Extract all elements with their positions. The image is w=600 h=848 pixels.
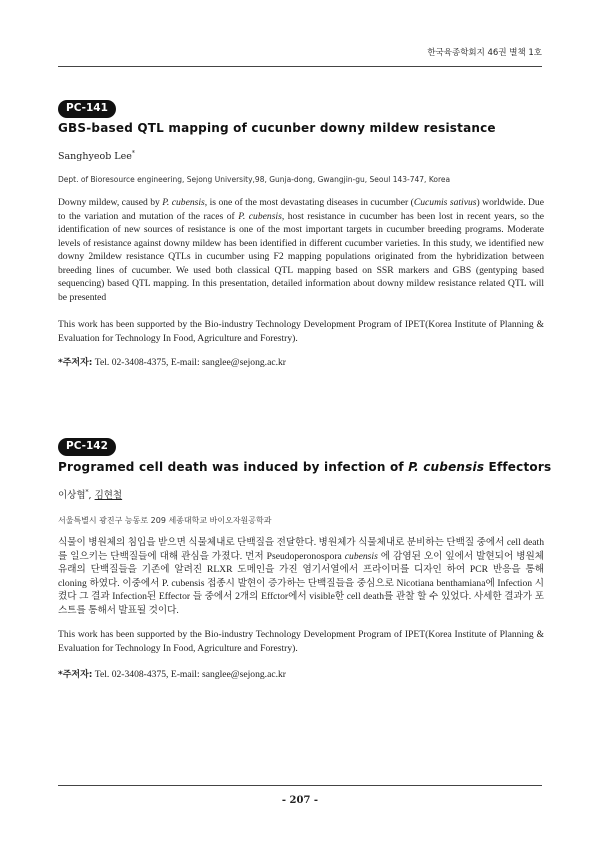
pc141-abstract-segment: P. cubensis (162, 197, 205, 208)
pc142-contact (58, 667, 286, 680)
pc142-author2: 김현철 (94, 490, 123, 501)
pc141-author-mark: * (131, 150, 135, 157)
page-number: - 207 - (281, 795, 319, 806)
pc141-abstract-segment: host resistance in cucumber has been lost in recent years, so the identification of new sources of resistance is one of the most important targets in cucumber breeding programs. Moderate levels of resistance against downy mildew has been identified in different cucumber varieties. In this study, we identified new downy 2mildew resistance QTLs in cucumber using F2 mapping populations originated from the hybridization between breeding lines of cucumber. We used both classical QTL mapping based on SSR markers and GBS (gentyping based sequencing) based QTL mapping. In this presentation, detailed information about downy mildew resistance related QTL will be presented (58, 210, 545, 303)
journal-header: 한국육종학회지 46권 별책 1호 (427, 48, 542, 58)
pc142-authors (58, 487, 122, 501)
pc141-abstract-segment: , is one of the most devastating diseases in cucumber ( (204, 197, 414, 208)
pc142-author1-mark: * (85, 488, 89, 496)
pc141-title: GBS-based QTL mapping of cucunber downy mildew resistance (58, 121, 496, 135)
pc141-affiliation: Dept. of Bioresource engineering, Sejong University,98, Gunja-dong, Gwangjin-gu, Seoul 143-747, Korea (58, 175, 451, 184)
pc142-badge: PC-142 (58, 438, 116, 456)
pc141-contact-info: Tel. 02-3408-4375, E-mail: sanglee@sejong.ac.kr (92, 357, 286, 368)
pc141-abstract-segment: Cucumis sativus (413, 197, 477, 208)
footer-divider (58, 785, 542, 786)
pc142-abstract (58, 536, 544, 617)
pc141-abstract (58, 196, 544, 304)
pc141-contact (58, 355, 286, 368)
pc142-author1: 이상협 (58, 490, 86, 501)
pc142-title (58, 460, 551, 474)
pc142-abstract-a: 식물이 병원체의 침입을 받으면 식물체내로 단백질을 전달한다. 병원체가 식물체내로 분비하는 단백질 중에서 cell death를 일으키는 단백질들에 대해 관심을 가졌다. 먼저 Pseudoperonospora (58, 537, 544, 562)
pc141-badge-wrap (58, 96, 544, 118)
pc141-abstract-segment: Downy mildew, caused by (58, 197, 163, 208)
pc142-title-italic: P. cubensis (408, 460, 485, 474)
pc142-funding: This work has been supported by the Bio-industry Technology Development Program of IPET(Korea Institute of Planning & Evaluation for Technology In Food, Agriculture and Forestry). (58, 629, 544, 654)
pc141-authors (58, 150, 135, 162)
header-divider (58, 66, 542, 67)
pc142-title-post: Effectors (484, 460, 552, 474)
pc142-contact-label: *주저자: (58, 670, 93, 680)
pc142-contact-info: Tel. 02-3408-4375, E-mail: sanglee@sejong.ac.kr (92, 669, 286, 680)
pc142-badge-wrap (58, 434, 544, 456)
pc142-abstract-italic: cubensis (344, 550, 378, 562)
pc141-abstract-segment: ) worldwide. Due to the variation and mutation of the races of (58, 197, 544, 222)
pc142-author-sep: , (88, 490, 95, 501)
pc141-funding: This work has been supported by the Bio-industry Technology Development Program of IPET(Korea Institute of Planning & Evaluation for Technology In Food, Agriculture and Forestry). (58, 319, 544, 344)
pc141-contact-label: *주저자: (58, 358, 93, 368)
pc141-badge: PC-141 (58, 100, 116, 118)
pc141-author: Sanghyeob Lee (58, 151, 132, 163)
pc142-affiliation: 서울특별시 광진구 능동로 209 세종대학교 바이오자원공학과 (58, 516, 272, 525)
pc142-title-pre: Programed cell death was induced by infection of (58, 460, 409, 474)
pc141-abstract-segment: P. cubensis, (238, 210, 285, 222)
pc142-abstract-b: 에 감염된 오이 잎에서 발현되어 병원체 유래의 단백질들을 기존에 알려진 RLXR 도메인을 가진 염기서열에서 프라이머를 디자인 하여 PCR 반응을 통해 cloning 하였다. 이중에서 P. cubensis 접종시 발현이 증가하는 단백질들을 중심으로 Nicotiana benthamiana에 Infection 시켰다 그 결과 Infection된 Effector 들 중에서 2개의 Effctor에서 visible한 cell death를 관찰 할 수 있었다. 사세한 결과가 포스트를 통해서 발표될 것이다. (58, 550, 544, 616)
